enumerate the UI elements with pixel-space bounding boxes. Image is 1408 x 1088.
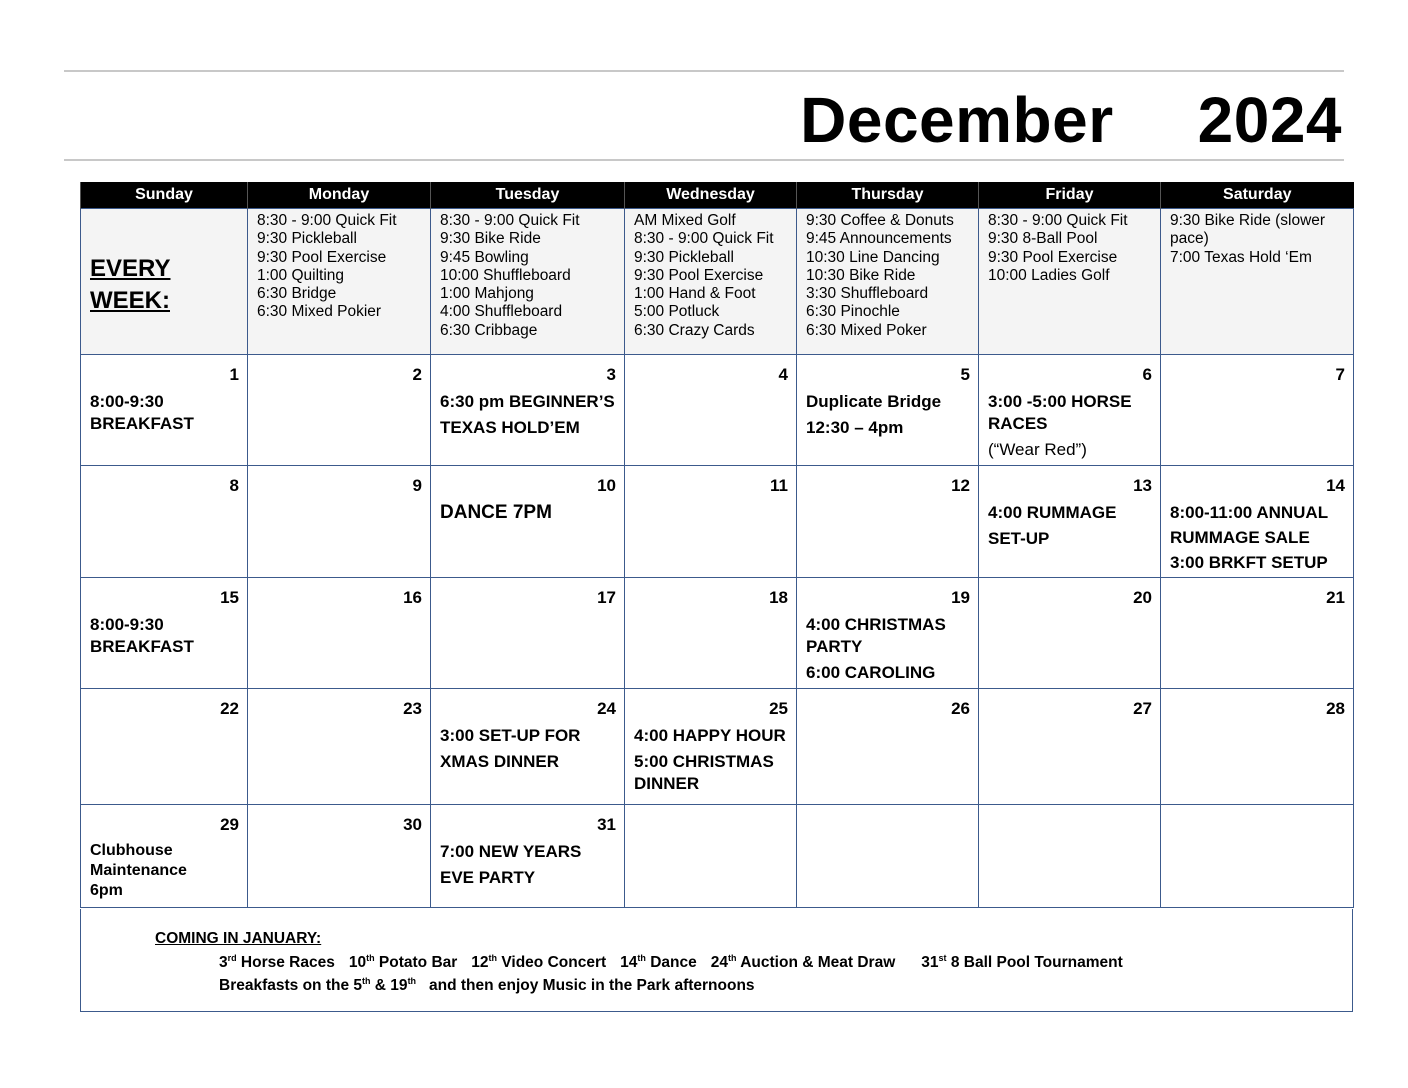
event-line: 5:00 CHRISTMAS bbox=[634, 752, 774, 771]
day-cell bbox=[81, 355, 248, 466]
date-suffix: th bbox=[637, 953, 646, 963]
day-cell bbox=[81, 466, 248, 578]
weekly-activity: 8:30 - 9:00 Quick Fit bbox=[257, 212, 397, 229]
day-cell bbox=[1161, 466, 1354, 578]
day-events bbox=[431, 719, 624, 773]
day-cell bbox=[979, 805, 1161, 908]
every-week-row bbox=[81, 209, 1354, 355]
event-line: 6:00 CAROLING bbox=[806, 663, 936, 682]
day-number: 25 bbox=[769, 699, 788, 718]
event-line: 4:00 RUMMAGE bbox=[988, 503, 1117, 522]
event-line: 8:00-9:30 bbox=[90, 392, 164, 411]
day-cell bbox=[1161, 355, 1354, 466]
event-date: 10 bbox=[348, 954, 367, 972]
day-number: 3 bbox=[606, 365, 616, 384]
day-cell bbox=[1161, 805, 1354, 908]
weekly-activity: 6:30 Crazy Cards bbox=[634, 321, 755, 339]
day-cell bbox=[248, 805, 431, 908]
january-event bbox=[349, 954, 457, 971]
bottom-rule bbox=[64, 159, 1344, 161]
day-events bbox=[81, 835, 247, 901]
weekly-activity: 1:00 Hand & Foot bbox=[634, 285, 756, 303]
date-suffix: st bbox=[938, 953, 947, 963]
weekly-activity: 9:30 Coffee & Donuts bbox=[806, 212, 954, 229]
page-title bbox=[800, 84, 1342, 156]
weekly-activity: 9:30 Pickleball bbox=[257, 230, 357, 248]
january-events-line bbox=[219, 953, 1137, 972]
week-row bbox=[81, 689, 1354, 805]
day-cell bbox=[431, 578, 625, 689]
day-number: 16 bbox=[403, 588, 422, 607]
event-line: TEXAS HOLD’EM bbox=[440, 418, 580, 437]
event-line: 8:00-11:00 ANNUAL bbox=[1170, 503, 1329, 522]
day-number: 7 bbox=[1335, 365, 1345, 384]
event-line: 8:00-9:30 bbox=[90, 615, 164, 634]
weekly-friday bbox=[979, 209, 1161, 355]
event-line: 3:00 -5:00 HORSE bbox=[988, 392, 1132, 411]
weekly-activity: 8:30 - 9:00 Quick Fit bbox=[440, 212, 580, 229]
day-events bbox=[797, 608, 978, 684]
day-number: 23 bbox=[403, 699, 422, 718]
day-events bbox=[431, 496, 624, 524]
event-title: Video Concert bbox=[497, 954, 607, 972]
event-date: 24 bbox=[710, 954, 728, 972]
event-title: Dance bbox=[645, 954, 697, 972]
date-suffix: th bbox=[728, 953, 737, 963]
day-events bbox=[797, 385, 978, 439]
weekly-activity: 10:00 Ladies Golf bbox=[988, 266, 1110, 284]
weekly-activity: 9:30 8-Ball Pool bbox=[988, 230, 1098, 248]
day-cell bbox=[797, 689, 979, 805]
event-date: 31 bbox=[921, 954, 939, 972]
weekday-header: Thursday bbox=[797, 182, 979, 209]
day-cell bbox=[979, 578, 1161, 689]
day-cell bbox=[625, 805, 797, 908]
event-title: Auction & Meat Draw bbox=[736, 954, 896, 972]
event-date: 3 bbox=[219, 954, 228, 972]
weekly-activity: 9:30 Pool Exercise bbox=[634, 266, 764, 284]
january-event bbox=[620, 954, 697, 971]
event-line: 3:00 BRKFT SETUP bbox=[1170, 553, 1328, 572]
day-number: 14 bbox=[1326, 476, 1345, 495]
breakfast-note: Breakfasts on the 5th & 19th and then enjoy Music in the Park afternoons bbox=[219, 976, 755, 995]
weekly-activity: 6:30 Mixed Pokier bbox=[257, 303, 382, 321]
weekly-activity: 9:30 Pool Exercise bbox=[988, 248, 1118, 266]
weekly-wednesday bbox=[625, 209, 797, 355]
day-number: 13 bbox=[1133, 476, 1152, 495]
day-number: 19 bbox=[951, 588, 970, 607]
event-line: 3:00 SET-UP FOR bbox=[440, 726, 581, 745]
event-line: SET-UP bbox=[988, 529, 1050, 548]
day-number: 18 bbox=[769, 588, 788, 607]
weekly-tuesday bbox=[431, 209, 625, 355]
day-cell bbox=[797, 355, 979, 466]
day-number: 5 bbox=[960, 365, 970, 384]
event-line: BREAKFAST bbox=[90, 414, 194, 433]
weekday-header: Saturday bbox=[1161, 182, 1354, 209]
day-cell bbox=[431, 466, 625, 578]
weekday-header: Wednesday bbox=[625, 182, 797, 209]
day-events bbox=[431, 385, 624, 439]
event-line: Duplicate Bridge bbox=[806, 392, 942, 411]
event-line: BREAKFAST bbox=[90, 637, 194, 656]
day-number: 28 bbox=[1326, 699, 1345, 718]
event-date: 14 bbox=[620, 954, 638, 972]
day-cell bbox=[248, 578, 431, 689]
event-note: (“Wear Red”) bbox=[988, 440, 1087, 459]
weekly-activity: 9:30 Bike Ride bbox=[440, 230, 541, 248]
day-number bbox=[979, 805, 1160, 815]
weekly-saturday bbox=[1161, 209, 1354, 355]
event-line: 6pm bbox=[90, 882, 123, 899]
day-cell bbox=[625, 355, 797, 466]
day-number: 10 bbox=[597, 476, 616, 495]
day-cell bbox=[625, 578, 797, 689]
day-number: 30 bbox=[403, 815, 422, 834]
event-line: XMAS DINNER bbox=[440, 752, 560, 771]
day-cell bbox=[81, 689, 248, 805]
coming-in-january-panel bbox=[80, 909, 1353, 1012]
weekly-activity: 5:00 Potluck bbox=[634, 303, 720, 321]
day-events bbox=[81, 385, 247, 435]
january-event bbox=[219, 954, 335, 971]
weekly-activity: 10:00 Shuffleboard bbox=[440, 266, 571, 284]
weekly-activity: 9:30 Pickleball bbox=[634, 248, 734, 266]
weekly-activity: pace) bbox=[1170, 230, 1209, 248]
day-number: 8 bbox=[229, 476, 239, 495]
day-cell bbox=[625, 689, 797, 805]
day-number: 6 bbox=[1142, 365, 1152, 384]
day-number bbox=[1161, 805, 1353, 815]
weekly-activity: 6:30 Mixed Poker bbox=[806, 321, 927, 339]
january-event bbox=[711, 954, 896, 971]
event-line: DANCE 7PM bbox=[440, 502, 552, 523]
month-label: December bbox=[800, 84, 1114, 156]
weekly-activity: 1:00 Quilting bbox=[257, 266, 345, 284]
weekly-activity: 3:30 Shuffleboard bbox=[806, 285, 929, 303]
day-cell bbox=[625, 466, 797, 578]
day-number: 20 bbox=[1133, 588, 1152, 607]
week-row bbox=[81, 578, 1354, 689]
day-cell bbox=[431, 689, 625, 805]
day-number bbox=[797, 805, 978, 815]
week-row bbox=[81, 355, 1354, 466]
every-week-label: EVERY WEEK: bbox=[90, 255, 171, 314]
day-number: 21 bbox=[1326, 588, 1345, 607]
day-number: 29 bbox=[220, 815, 239, 834]
day-cell bbox=[797, 466, 979, 578]
weekly-activity: 6:30 Pinochle bbox=[806, 303, 900, 321]
day-cell bbox=[431, 805, 625, 908]
week-row bbox=[81, 805, 1354, 908]
weekly-activity: 10:30 Bike Ride bbox=[806, 266, 916, 284]
event-line: 7:00 NEW YEARS bbox=[440, 842, 582, 861]
calendar-grid bbox=[80, 182, 1354, 908]
day-events bbox=[1161, 496, 1353, 574]
event-line: 4:00 HAPPY HOUR bbox=[634, 726, 786, 745]
weekly-activity: 6:30 Cribbage bbox=[440, 321, 538, 339]
weekly-activity: 9:45 Bowling bbox=[440, 248, 529, 266]
weekly-activity: 9:30 Pool Exercise bbox=[257, 248, 387, 266]
weekday-header: Monday bbox=[248, 182, 431, 209]
weekly-activity: 8:30 - 9:00 Quick Fit bbox=[634, 230, 774, 248]
day-number: 12 bbox=[951, 476, 970, 495]
day-number: 24 bbox=[597, 699, 616, 718]
day-number: 26 bbox=[951, 699, 970, 718]
event-date: 12 bbox=[471, 954, 489, 972]
day-events bbox=[979, 385, 1160, 461]
event-title: Potato Bar bbox=[374, 954, 458, 972]
event-line: 4:00 CHRISTMAS bbox=[806, 615, 946, 634]
day-number: 31 bbox=[597, 815, 616, 834]
week-row bbox=[81, 466, 1354, 578]
day-cell bbox=[797, 805, 979, 908]
weekly-activity: 6:30 Bridge bbox=[257, 285, 337, 303]
event-line: RACES bbox=[988, 414, 1048, 433]
day-number bbox=[625, 805, 796, 815]
event-line: PARTY bbox=[806, 637, 863, 656]
day-cell bbox=[248, 689, 431, 805]
day-number: 22 bbox=[220, 699, 239, 718]
event-line: 6:30 pm BEGINNER’S bbox=[440, 392, 615, 411]
date-suffix: th bbox=[488, 953, 498, 963]
weekday-header: Tuesday bbox=[431, 182, 625, 209]
coming-heading: COMING IN JANUARY: bbox=[155, 930, 322, 947]
event-line: Clubhouse bbox=[90, 842, 173, 859]
day-number: 27 bbox=[1133, 699, 1152, 718]
day-number: 15 bbox=[220, 588, 239, 607]
event-line: 12:30 – 4pm bbox=[806, 418, 904, 437]
day-cell bbox=[797, 578, 979, 689]
weekday-header: Sunday bbox=[81, 182, 248, 209]
day-cell bbox=[81, 578, 248, 689]
event-line: DINNER bbox=[634, 774, 700, 793]
event-line: EVE PARTY bbox=[440, 868, 536, 887]
weekly-activity: 9:45 Announcements bbox=[806, 230, 952, 248]
day-cell bbox=[1161, 578, 1354, 689]
day-cell bbox=[979, 466, 1161, 578]
day-number: 1 bbox=[229, 365, 239, 384]
day-cell bbox=[248, 466, 431, 578]
every-week-label-cell bbox=[81, 209, 248, 355]
day-cell bbox=[979, 689, 1161, 805]
day-number: 2 bbox=[412, 365, 422, 384]
event-title: Horse Races bbox=[236, 954, 335, 972]
weekly-activity: AM Mixed Golf bbox=[634, 212, 736, 229]
day-number: 4 bbox=[778, 365, 788, 384]
day-number: 9 bbox=[412, 476, 422, 495]
day-cell bbox=[81, 805, 248, 908]
weekly-activity: 4:00 Shuffleboard bbox=[440, 303, 563, 321]
january-event bbox=[471, 954, 606, 971]
january-event bbox=[921, 954, 1123, 971]
weekly-activity: 7:00 Texas Hold ‘Em bbox=[1170, 248, 1312, 266]
weekly-activity: 10:30 Line Dancing bbox=[806, 248, 940, 266]
day-events bbox=[81, 608, 247, 658]
day-number: 17 bbox=[597, 588, 616, 607]
weekly-monday bbox=[248, 209, 431, 355]
weekly-activity: 9:30 Bike Ride (slower bbox=[1170, 212, 1326, 229]
year-label: 2024 bbox=[1197, 84, 1342, 156]
date-suffix: th bbox=[366, 953, 375, 963]
event-title: 8 Ball Pool Tournament bbox=[946, 954, 1123, 972]
day-number: 11 bbox=[770, 476, 788, 495]
day-events bbox=[979, 496, 1160, 550]
weekday-header-row bbox=[81, 182, 1354, 209]
event-line: RUMMAGE SALE bbox=[1170, 528, 1310, 547]
weekday-header: Friday bbox=[979, 182, 1161, 209]
day-cell bbox=[248, 355, 431, 466]
day-cell bbox=[979, 355, 1161, 466]
weekly-thursday bbox=[797, 209, 979, 355]
date-suffix: rd bbox=[227, 953, 237, 963]
weekly-activity: 1:00 Mahjong bbox=[440, 285, 534, 303]
day-events bbox=[431, 835, 624, 889]
top-rule bbox=[64, 70, 1344, 72]
event-line: Maintenance bbox=[90, 862, 187, 879]
weekly-activity: 8:30 - 9:00 Quick Fit bbox=[988, 212, 1128, 229]
day-events bbox=[625, 719, 796, 795]
day-cell bbox=[431, 355, 625, 466]
day-cell bbox=[1161, 689, 1354, 805]
